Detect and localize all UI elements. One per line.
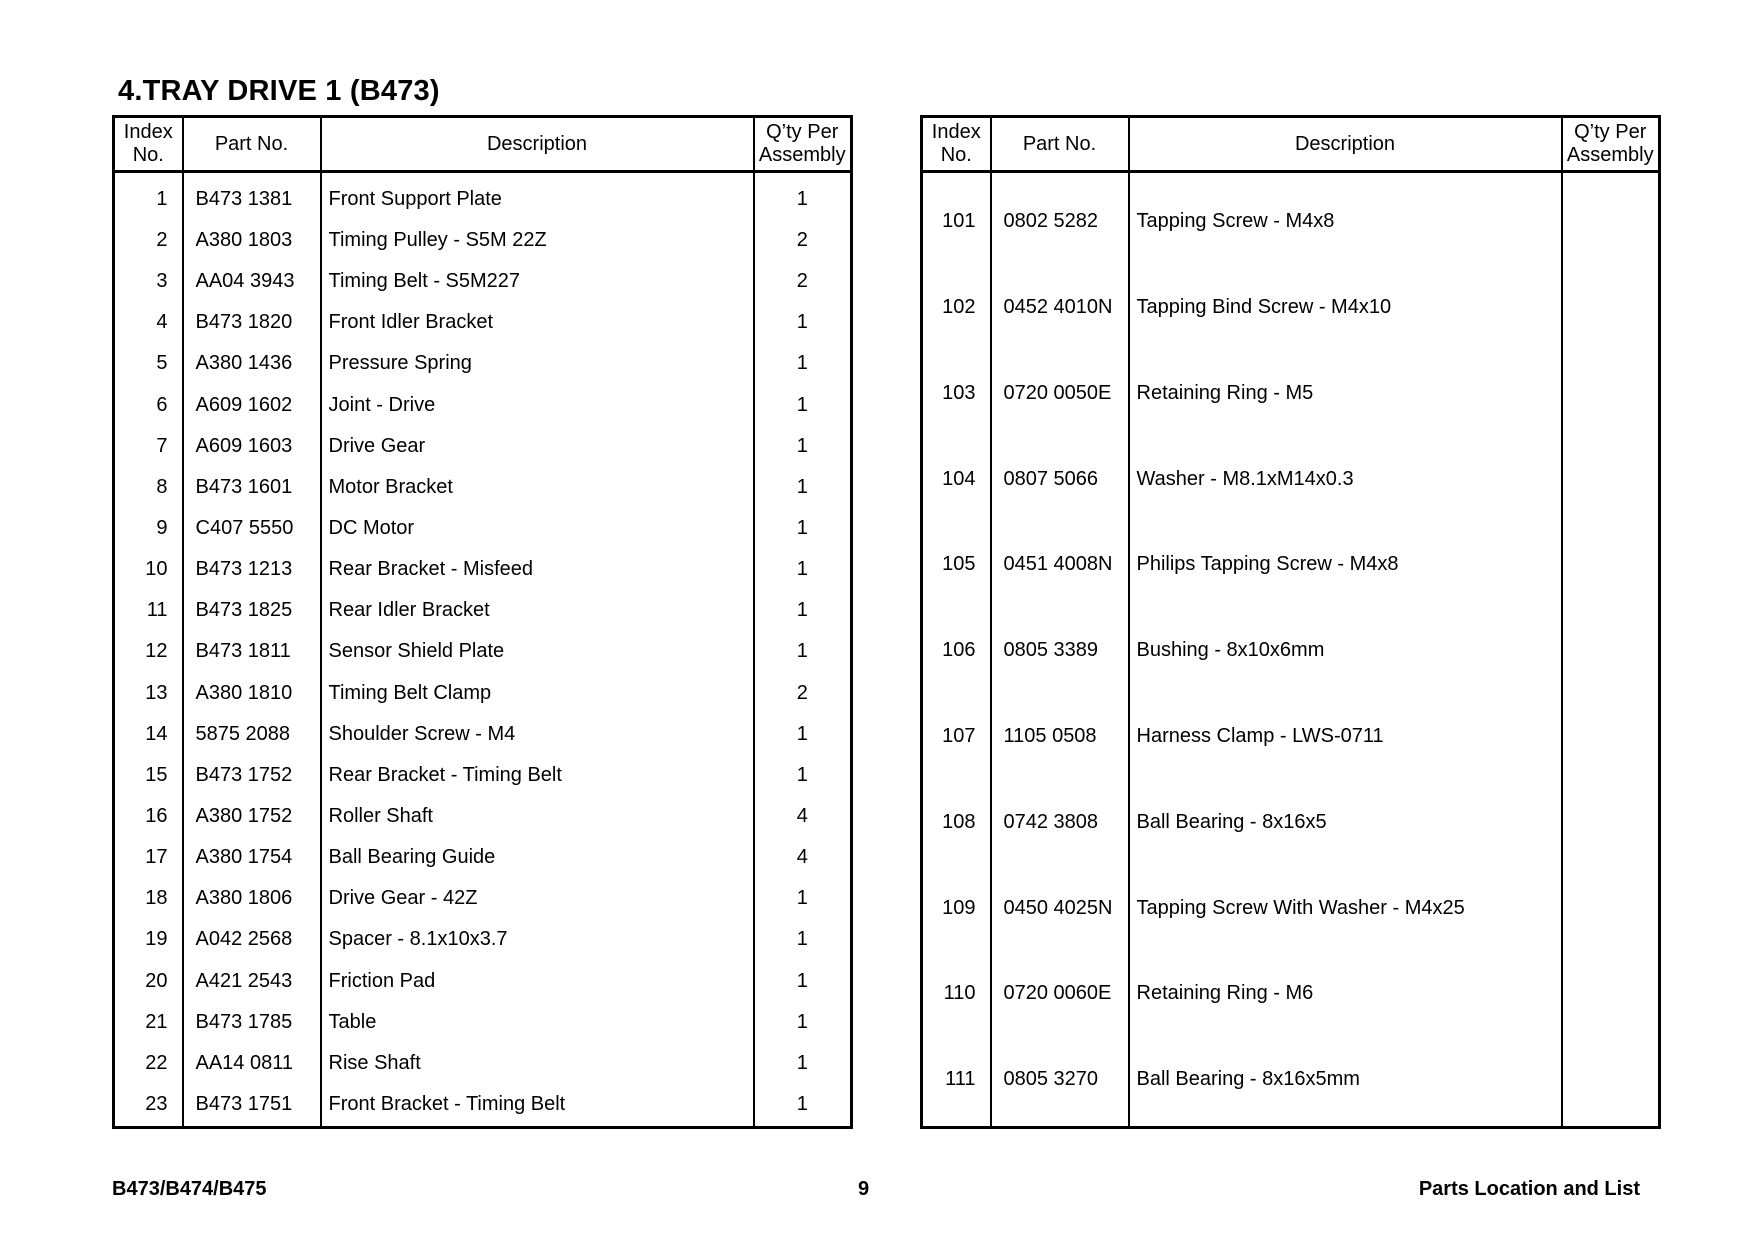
description-cell: Roller Shaft xyxy=(321,796,754,837)
filler-cell xyxy=(922,1123,991,1128)
description-cell: Front Support Plate xyxy=(321,179,754,220)
part-no-cell: B473 1601 xyxy=(183,467,321,508)
description-cell: Philips Tapping Screw - M4x8 xyxy=(1129,522,1562,608)
part-no-cell: 0450 4025N xyxy=(991,865,1129,951)
table-row xyxy=(922,865,1660,951)
page-title: 4.TRAY DRIVE 1 (B473) xyxy=(118,75,440,107)
description-cell: Rear Bracket - Timing Belt xyxy=(321,755,754,796)
qty-cell: 1 xyxy=(754,590,852,631)
description-cell: Joint - Drive xyxy=(321,385,754,426)
spacer-cell xyxy=(1562,172,1660,180)
table-row xyxy=(922,265,1660,351)
table-row xyxy=(114,261,852,302)
qty-cell: 1 xyxy=(754,179,852,220)
part-no-cell: AA04 3943 xyxy=(183,261,321,302)
qty-cell: 1 xyxy=(754,1043,852,1084)
description-cell: Motor Bracket xyxy=(321,467,754,508)
description-cell: Ball Bearing - 8x16x5 xyxy=(1129,780,1562,866)
footer-model: B473/B474/B475 xyxy=(112,1178,267,1200)
description-cell: Drive Gear - 42Z xyxy=(321,878,754,919)
filler-row xyxy=(922,1123,1660,1128)
qty-cell: 1 xyxy=(754,920,852,961)
index-cell: 23 xyxy=(114,1084,183,1125)
index-cell: 3 xyxy=(114,261,183,302)
part-no-cell: A609 1603 xyxy=(183,426,321,467)
part-no-cell: A380 1806 xyxy=(183,878,321,919)
part-no-cell: AA14 0811 xyxy=(183,1043,321,1084)
part-no-cell: B473 1381 xyxy=(183,179,321,220)
spacer-cell xyxy=(922,172,991,180)
qty-cell: 2 xyxy=(754,220,852,261)
table-row xyxy=(114,920,852,961)
part-no-cell: B473 1213 xyxy=(183,549,321,590)
description-cell: Timing Pulley - S5M 22Z xyxy=(321,220,754,261)
table-row xyxy=(114,1002,852,1043)
description-cell: Rear Idler Bracket xyxy=(321,590,754,631)
part-no-cell: A380 1754 xyxy=(183,837,321,878)
description-cell: Shoulder Screw - M4 xyxy=(321,714,754,755)
description-cell: Spacer - 8.1x10x3.7 xyxy=(321,920,754,961)
description-cell: Pressure Spring xyxy=(321,344,754,385)
qty-cell xyxy=(1562,522,1660,608)
description-cell: Harness Clamp - LWS-0711 xyxy=(1129,694,1562,780)
table-row xyxy=(114,1084,852,1125)
table-header-row xyxy=(922,117,1660,172)
qty-cell: 1 xyxy=(754,385,852,426)
index-cell: 21 xyxy=(114,1002,183,1043)
filler-cell xyxy=(114,1125,183,1127)
filler-cell xyxy=(991,1123,1129,1128)
qty-cell: 1 xyxy=(754,426,852,467)
part-no-cell: C407 5550 xyxy=(183,508,321,549)
table-row xyxy=(922,780,1660,866)
table-row xyxy=(114,1043,852,1084)
table-header-row xyxy=(114,117,852,172)
index-cell: 102 xyxy=(922,265,991,351)
table-row xyxy=(114,467,852,508)
filler-row xyxy=(114,1125,852,1127)
part-no-cell: B473 1811 xyxy=(183,632,321,673)
index-cell: 109 xyxy=(922,865,991,951)
index-cell: 20 xyxy=(114,961,183,1002)
table-row xyxy=(114,508,852,549)
qty-cell: 1 xyxy=(754,961,852,1002)
description-cell: Bushing - 8x10x6mm xyxy=(1129,608,1562,694)
qty-cell xyxy=(1562,1037,1660,1123)
description-cell: Ball Bearing Guide xyxy=(321,837,754,878)
table-row xyxy=(114,632,852,673)
qty-cell: 1 xyxy=(754,344,852,385)
index-cell: 104 xyxy=(922,436,991,522)
index-cell: 103 xyxy=(922,351,991,437)
part-no-cell: A380 1752 xyxy=(183,796,321,837)
qty-cell: 1 xyxy=(754,755,852,796)
footer-section: Parts Location and List xyxy=(1418,1178,1640,1200)
part-no-cell: A421 2543 xyxy=(183,961,321,1002)
part-no-cell: A380 1436 xyxy=(183,344,321,385)
description-cell: Timing Belt Clamp xyxy=(321,673,754,714)
filler-cell xyxy=(1562,1123,1660,1128)
index-cell: 22 xyxy=(114,1043,183,1084)
qty-cell: 1 xyxy=(754,632,852,673)
description-cell: Front Idler Bracket xyxy=(321,302,754,343)
qty-cell: 1 xyxy=(754,1084,852,1125)
description-cell: Ball Bearing - 8x16x5mm xyxy=(1129,1037,1562,1123)
table-row xyxy=(922,522,1660,608)
index-cell: 19 xyxy=(114,920,183,961)
qty-cell xyxy=(1562,265,1660,351)
part-no-cell: A380 1810 xyxy=(183,673,321,714)
header-index: Index No. xyxy=(922,117,991,172)
part-no-cell: B473 1785 xyxy=(183,1002,321,1043)
table-row xyxy=(114,714,852,755)
filler-cell xyxy=(1129,1123,1562,1128)
part-no-cell: 0742 3808 xyxy=(991,780,1129,866)
index-cell: 11 xyxy=(114,590,183,631)
part-no-cell: 1105 0508 xyxy=(991,694,1129,780)
header-part-no: Part No. xyxy=(991,117,1129,172)
part-no-cell: A380 1803 xyxy=(183,220,321,261)
part-no-cell: B473 1825 xyxy=(183,590,321,631)
table-row xyxy=(114,302,852,343)
header-description: Description xyxy=(321,117,754,172)
table-row xyxy=(114,796,852,837)
description-cell: Friction Pad xyxy=(321,961,754,1002)
table-row xyxy=(922,1037,1660,1123)
index-cell: 1 xyxy=(114,179,183,220)
spacer-row xyxy=(922,172,1660,180)
table-row xyxy=(114,837,852,878)
table-row xyxy=(922,608,1660,694)
filler-cell xyxy=(754,1125,852,1127)
part-no-cell: 0720 0060E xyxy=(991,951,1129,1037)
table-row xyxy=(922,179,1660,265)
spacer-cell xyxy=(754,172,852,180)
table-row xyxy=(114,385,852,426)
table-row xyxy=(114,590,852,631)
table-row xyxy=(922,694,1660,780)
part-no-cell: 0807 5066 xyxy=(991,436,1129,522)
qty-cell: 2 xyxy=(754,673,852,714)
header-qty: Q’ty Per Assembly xyxy=(1562,117,1660,172)
index-cell: 105 xyxy=(922,522,991,608)
table-row xyxy=(114,220,852,261)
description-cell: Tapping Screw - M4x8 xyxy=(1129,179,1562,265)
index-cell: 14 xyxy=(114,714,183,755)
description-cell: Drive Gear xyxy=(321,426,754,467)
spacer-cell xyxy=(991,172,1129,180)
index-cell: 10 xyxy=(114,549,183,590)
qty-cell: 1 xyxy=(754,878,852,919)
qty-cell xyxy=(1562,608,1660,694)
index-cell: 110 xyxy=(922,951,991,1037)
spacer-cell xyxy=(183,172,321,180)
qty-cell xyxy=(1562,780,1660,866)
index-cell: 18 xyxy=(114,878,183,919)
index-cell: 107 xyxy=(922,694,991,780)
qty-cell xyxy=(1562,951,1660,1037)
table-row xyxy=(114,549,852,590)
description-cell: Timing Belt - S5M227 xyxy=(321,261,754,302)
table-row xyxy=(114,961,852,1002)
description-cell: Washer - M8.1xM14x0.3 xyxy=(1129,436,1562,522)
table-row xyxy=(922,951,1660,1037)
index-cell: 108 xyxy=(922,780,991,866)
index-cell: 6 xyxy=(114,385,183,426)
part-no-cell: B473 1752 xyxy=(183,755,321,796)
table-row xyxy=(114,179,852,220)
part-no-cell: 0451 4008N xyxy=(991,522,1129,608)
spacer-cell xyxy=(321,172,754,180)
qty-cell: 1 xyxy=(754,508,852,549)
index-cell: 9 xyxy=(114,508,183,549)
qty-cell: 1 xyxy=(754,302,852,343)
table-row xyxy=(114,755,852,796)
footer-page-number: 9 xyxy=(858,1178,870,1200)
qty-cell: 2 xyxy=(754,261,852,302)
table-row xyxy=(114,878,852,919)
parts-table-left xyxy=(112,115,853,1129)
part-no-cell: 0802 5282 xyxy=(991,179,1129,265)
table-row xyxy=(922,436,1660,522)
header-description: Description xyxy=(1129,117,1562,172)
index-cell: 2 xyxy=(114,220,183,261)
spacer-cell xyxy=(114,172,183,180)
qty-cell: 1 xyxy=(754,1002,852,1043)
description-cell: Front Bracket - Timing Belt xyxy=(321,1084,754,1125)
parts-table-right-body xyxy=(922,172,1660,1128)
description-cell: Sensor Shield Plate xyxy=(321,632,754,673)
index-cell: 12 xyxy=(114,632,183,673)
description-cell: DC Motor xyxy=(321,508,754,549)
description-cell: Rear Bracket - Misfeed xyxy=(321,549,754,590)
qty-cell: 4 xyxy=(754,837,852,878)
index-cell: 16 xyxy=(114,796,183,837)
filler-cell xyxy=(321,1125,754,1127)
description-cell: Retaining Ring - M6 xyxy=(1129,951,1562,1037)
part-no-cell: A042 2568 xyxy=(183,920,321,961)
header-part-no: Part No. xyxy=(183,117,321,172)
part-no-cell: B473 1751 xyxy=(183,1084,321,1125)
qty-cell xyxy=(1562,436,1660,522)
description-cell: Tapping Screw With Washer - M4x25 xyxy=(1129,865,1562,951)
index-cell: 13 xyxy=(114,673,183,714)
part-no-cell: A609 1602 xyxy=(183,385,321,426)
qty-cell: 1 xyxy=(754,714,852,755)
qty-cell xyxy=(1562,694,1660,780)
qty-cell: 1 xyxy=(754,549,852,590)
description-cell: Retaining Ring - M5 xyxy=(1129,351,1562,437)
index-cell: 4 xyxy=(114,302,183,343)
index-cell: 8 xyxy=(114,467,183,508)
parts-table-right xyxy=(920,115,1661,1129)
parts-table-left-body xyxy=(114,172,852,1128)
spacer-cell xyxy=(1129,172,1562,180)
table-row xyxy=(114,426,852,467)
part-no-cell: 0720 0050E xyxy=(991,351,1129,437)
table-row xyxy=(922,351,1660,437)
index-cell: 5 xyxy=(114,344,183,385)
part-no-cell: 0805 3270 xyxy=(991,1037,1129,1123)
filler-cell xyxy=(183,1125,321,1127)
index-cell: 111 xyxy=(922,1037,991,1123)
description-cell: Tapping Bind Screw - M4x10 xyxy=(1129,265,1562,351)
header-qty: Q’ty Per Assembly xyxy=(754,117,852,172)
index-cell: 17 xyxy=(114,837,183,878)
part-no-cell: 0805 3389 xyxy=(991,608,1129,694)
index-cell: 106 xyxy=(922,608,991,694)
qty-cell xyxy=(1562,351,1660,437)
index-cell: 7 xyxy=(114,426,183,467)
table-row xyxy=(114,673,852,714)
index-cell: 101 xyxy=(922,179,991,265)
part-no-cell: B473 1820 xyxy=(183,302,321,343)
spacer-row xyxy=(114,172,852,180)
header-index: Index No. xyxy=(114,117,183,172)
part-no-cell: 0452 4010N xyxy=(991,265,1129,351)
qty-cell: 4 xyxy=(754,796,852,837)
description-cell: Rise Shaft xyxy=(321,1043,754,1084)
part-no-cell: 5875 2088 xyxy=(183,714,321,755)
qty-cell xyxy=(1562,179,1660,265)
qty-cell xyxy=(1562,865,1660,951)
index-cell: 15 xyxy=(114,755,183,796)
qty-cell: 1 xyxy=(754,467,852,508)
table-row xyxy=(114,344,852,385)
description-cell: Table xyxy=(321,1002,754,1043)
